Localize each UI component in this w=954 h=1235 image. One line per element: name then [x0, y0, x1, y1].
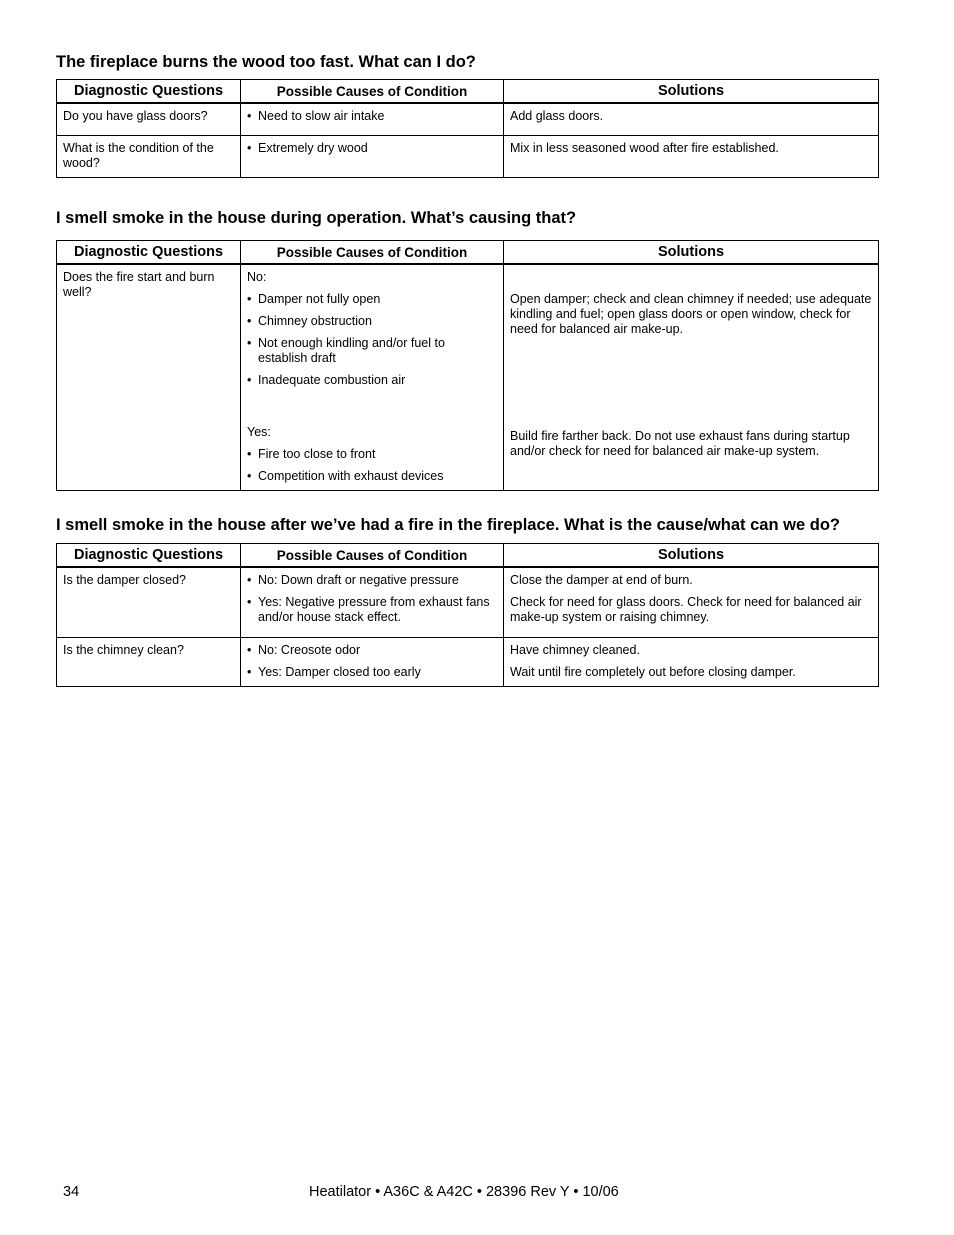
bullet-icon: • — [247, 595, 252, 609]
solution-cell: Mix in less seasoned wood after fire established. — [504, 136, 879, 178]
causes-cell — [241, 264, 504, 491]
question-cell: Do you have glass doors? — [57, 103, 241, 136]
bullet-icon: • — [247, 141, 252, 155]
cause-item: • No: Down draft or negative pressure — [247, 573, 459, 587]
bullet-icon: • — [247, 314, 252, 328]
solution-item: Close the damper at end of burn. — [510, 573, 693, 587]
table-smoke-after-fire — [56, 543, 879, 687]
table-row — [57, 136, 879, 178]
bullet-icon: • — [247, 373, 252, 387]
cause-item: • Fire too close to front — [247, 447, 376, 461]
no-label: No: — [247, 270, 267, 284]
cause-item: • Yes: Negative pressure from exhaust fans and/or house stack effect. — [247, 595, 490, 624]
causes-cell — [241, 103, 504, 136]
cause-item: • Chimney obstruction — [247, 314, 372, 328]
section-title-burns-too-fast: The fireplace burns the wood too fast. What can I do? — [56, 53, 476, 71]
bullet-icon: • — [247, 573, 252, 587]
solution-cell — [504, 638, 879, 687]
header-possible-causes: Possible Causes of Condition — [241, 241, 504, 265]
cause-item: • Inadequate combustion air — [247, 373, 406, 387]
cause-item: • Not enough kindling and/or fuel to establish draft — [247, 336, 445, 365]
solution-item: Wait until fire completely out before closing damper. — [510, 665, 796, 679]
solution-item: Check for need for glass doors. Check for need for balanced air make-up system or raising chimney. — [510, 595, 862, 624]
question-cell: Is the chimney clean? — [57, 638, 241, 687]
cause-item: • Yes: Damper closed too early — [247, 665, 421, 679]
question-cell: Is the damper closed? — [57, 567, 241, 638]
yes-solution: Build fire farther back. Do not use exhaust fans during startup and/or check for need for balanced air make-up system. — [510, 429, 850, 458]
bullet-icon: • — [247, 109, 252, 123]
header-diagnostic-questions: Diagnostic Questions — [57, 241, 241, 265]
cause-item: • Damper not fully open — [247, 292, 381, 306]
header-solutions: Solutions — [504, 544, 879, 568]
yes-label: Yes: — [247, 425, 271, 439]
table-smoke-during-operation — [56, 240, 879, 491]
causes-cell — [241, 136, 504, 178]
header-diagnostic-questions: Diagnostic Questions — [57, 80, 241, 104]
table-row — [57, 264, 879, 491]
header-diagnostic-questions: Diagnostic Questions — [57, 544, 241, 568]
page-number: 34 — [63, 1184, 80, 1200]
bullet-icon: • — [247, 469, 252, 483]
bullet-icon: • — [247, 292, 252, 306]
cause-item: • Extremely dry wood — [247, 141, 368, 155]
header-solutions: Solutions — [504, 80, 879, 104]
table-header-row — [57, 544, 879, 568]
table-row — [57, 638, 879, 687]
solution-cell: Add glass doors. — [504, 103, 879, 136]
solution-cell — [504, 567, 879, 638]
solution-cell — [504, 264, 879, 491]
bullet-icon: • — [247, 447, 252, 461]
causes-cell — [241, 638, 504, 687]
causes-cell — [241, 567, 504, 638]
question-cell: What is the condition of the wood? — [57, 136, 241, 178]
cause-item: • Competition with exhaust devices — [247, 469, 444, 483]
header-solutions: Solutions — [504, 241, 879, 265]
question-cell: Does the fire start and burn well? — [57, 264, 241, 491]
table-row — [57, 567, 879, 638]
header-possible-causes: Possible Causes of Condition — [241, 80, 504, 104]
cause-item: • No: Creosote odor — [247, 643, 361, 657]
table-row — [57, 103, 879, 136]
table-header-row — [57, 80, 879, 104]
bullet-icon: • — [247, 643, 252, 657]
document-info: Heatilator • A36C & A42C • 28396 Rev Y • 10/06 — [309, 1184, 619, 1200]
no-solution: Open damper; check and clean chimney if needed; use adequate kindling and fuel; open glass doors or open window, check for need for balanced air make-up. — [510, 292, 872, 336]
bullet-icon: • — [247, 665, 252, 679]
table-header-row — [57, 241, 879, 265]
solution-item: Have chimney cleaned. — [510, 643, 640, 657]
header-possible-causes: Possible Causes of Condition — [241, 544, 504, 568]
section-title-smoke-during-operation: I smell smoke in the house during operation. What’s causing that? — [56, 209, 577, 227]
cause-item: • Need to slow air intake — [247, 109, 385, 123]
bullet-icon: • — [247, 336, 252, 350]
section-title-smoke-after-fire: I smell smoke in the house after we’ve had a fire in the fireplace. What is the cause/what can we do? — [56, 516, 840, 534]
table-burns-too-fast — [56, 79, 879, 178]
